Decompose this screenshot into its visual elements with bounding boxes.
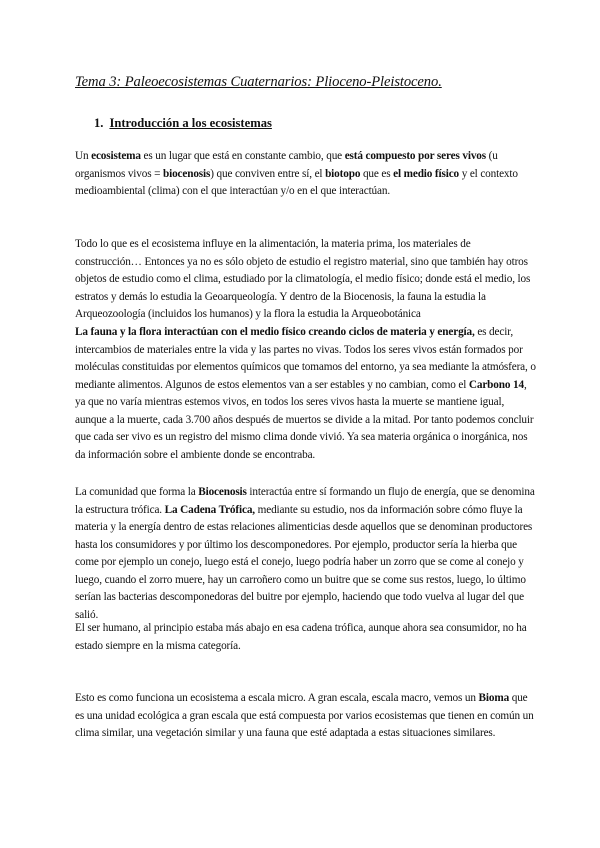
text-run: (u organismos vivos =: [75, 150, 498, 180]
paragraph-estudio: Todo lo que es el ecosistema influye en la alimentación, la materia prima, los materiales de construcción… Entonces ya no es sólo objeto de estudio el registro material, sino que también hay otros objetos de estudio como el clima, estudiado por la climatología, el medio físico; donde está el medio, los estratos y demás lo estudia la Geoarqueología. Y dentro de la Biocenosis, la fauna la estudia la Arqueozoología (incluidos los humanos) y la flora la estudia la Arqueobotánica: [75, 238, 531, 320]
paragraph-ecosistema: [75, 148, 537, 201]
text-run: es decir, intercambios de materiales entre la vida y las partes no vivas. Todos los seres vivos están formados por moléculas constituidas por elementos químicos que tomamos del entorno, ya sea mediante la atmósfera, o mediante alimentos. Algunos de estos elementos van a ser estables y no cambian, como el: [75, 326, 536, 391]
text-run: interactúa entre sí formando un flujo de energía, que se denomina la estructura trófica.: [75, 486, 535, 516]
paragraph-cadena-trofica: [75, 484, 537, 624]
paragraph-ser-humano: El ser humano, al principio estaba más abajo en esa cadena trófica, aunque ahora sea consumidor, no ha estado siempre en la misma categoría.: [75, 622, 527, 652]
section-number: 1.: [94, 116, 104, 130]
bold-term: La fauna y la flora interactúan con el medio físico creando ciclos de materia y energía,: [75, 326, 475, 338]
text-run: Esto es como funciona un ecosistema a escala micro. A gran escala, escala macro, vemos un: [75, 692, 479, 704]
bold-term: biocenosis: [162, 167, 211, 180]
section-title: Introducción a los ecosistemas: [109, 116, 272, 130]
bold-term: Biocenosis: [198, 486, 247, 498]
bold-term: biotopo: [325, 167, 361, 180]
text-run: y el contexto medioambiental (clima) con el que interactúan y/o en el que interactúan.: [75, 167, 518, 197]
text-run: Un: [75, 150, 92, 162]
text-run: , ya que no varía mientras estemos vivos, en todos los seres vivos hasta la muerte se mantiene igual, aunque a la muerte, cada 3.700 años después de muertos se divide a la mitad. Por tanto podemos concluir que cada ser vivo es un registro del mismo clima donde vivió. Ya sea materia orgánica o inorgánica, nos da información sobre el ambiente donde se encontraba.: [75, 378, 534, 461]
bold-term: está compuesto por seres vivos: [344, 150, 487, 162]
paragraph-bioma: [75, 690, 537, 743]
text-run: es un lugar que está en constante cambio, que: [140, 150, 345, 162]
bold-term: el medio físico: [393, 167, 460, 180]
bold-term: Bioma: [478, 692, 510, 704]
bold-term: ecosistema: [91, 150, 141, 162]
document-title: Tema 3: Paleoecosistemas Cuaternarios: Plioceno-Pleistoceno.: [75, 74, 442, 90]
text-run: ) que conviven entre sí, el: [210, 167, 326, 180]
text-run: que es: [360, 167, 394, 180]
bold-term: Carbono 14: [468, 378, 524, 391]
section-heading: [94, 116, 272, 131]
text-run: La comunidad que forma la: [75, 486, 199, 498]
paragraph-ciclos-materia: [75, 324, 537, 464]
text-run: mediante su estudio, nos da información sobre cómo fluye la materia y la energía dentro de estas relaciones alimenticias desde aquellos que se denominan productores hasta los consumidores y por último los descomponedores. Por ejemplo, productor sería la hierba que come por ejemplo un conejo, luego está el conejo, luego podría haber un zorro que se come al conejo y luego, cuando el zorro muere, hay un carroñero como un buitre que se come sus restos, luego, lo último serían las bacterias descomponedoras del buitre por ejemplo, haciendo que todo vuelva al lugar del que salió.: [75, 503, 533, 621]
text-run: que es una unidad ecológica a gran escala que está compuesta por varios ecosistemas que tienen en común un clima similar, una vegetación similar y una fauna que esté adaptada a estas situaciones similares.: [75, 692, 534, 739]
bold-term: La Cadena Trófica,: [164, 503, 255, 516]
